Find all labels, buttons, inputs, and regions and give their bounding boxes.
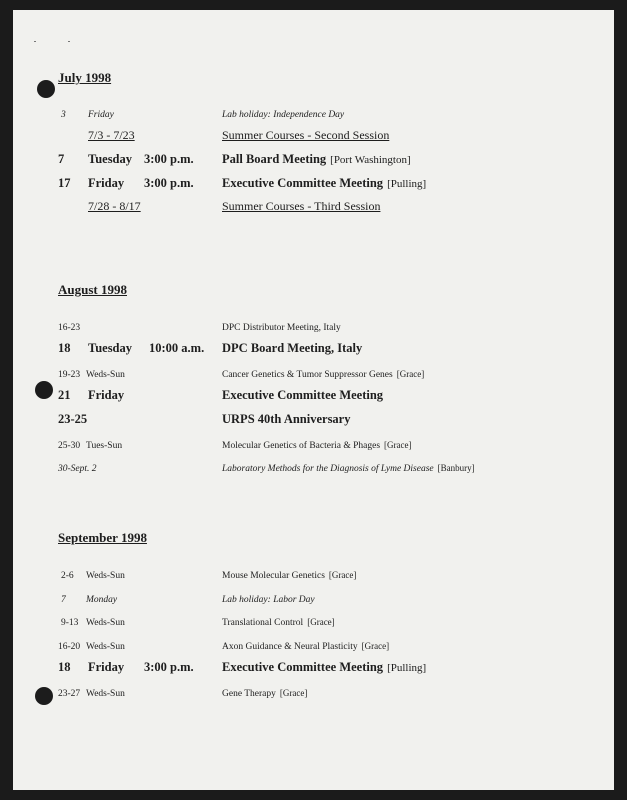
event-title: Pall Board Meeting: [222, 152, 327, 166]
event-time: 3:00 p.m.: [144, 176, 194, 190]
schedule-row: [13, 197, 614, 217]
event-title-group: [222, 152, 411, 167]
event-location: [Grace]: [384, 440, 412, 450]
event-title: Axon Guidance & Neural Plasticity: [222, 642, 358, 652]
event-weekday: Weds-Sun: [86, 370, 125, 380]
schedule-row: [13, 363, 614, 383]
event-weekday: Friday: [88, 110, 114, 120]
event-day: 23-27: [58, 689, 81, 699]
schedule-row: [13, 386, 614, 406]
event-time: 10:00 a.m.: [149, 341, 205, 355]
event-weekday: Weds-Sun: [86, 571, 125, 581]
month-heading-july: July 1998: [58, 70, 112, 85]
event-day: 16-20: [58, 642, 81, 652]
event-title: Translational Control: [222, 618, 304, 628]
month-heading-september: September 1998: [58, 530, 147, 545]
schedule-row: [13, 588, 614, 608]
event-weekday: Weds-Sun: [86, 689, 125, 699]
event-day: 30-Sept. 2: [58, 464, 97, 474]
schedule-row: [13, 564, 614, 584]
schedule-row: [13, 410, 614, 430]
event-location: [Grace]: [328, 570, 357, 580]
event-weekday: Tuesday: [88, 152, 133, 166]
punch-hole-top: [37, 80, 55, 98]
event-day: 18: [58, 660, 71, 674]
event-day: 18: [58, 341, 71, 355]
event-title: Mouse Molecular Genetics: [222, 571, 325, 581]
event-location: [Grace]: [361, 641, 390, 651]
event-title: DPC Distributor Meeting, Italy: [222, 323, 341, 333]
paper-speck: [68, 41, 70, 42]
event-title-group: [222, 176, 426, 191]
event-day: 7: [61, 595, 66, 605]
event-time: 3:00 p.m.: [144, 660, 194, 674]
event-title: Molecular Genetics of Bacteria & Phages: [222, 441, 381, 451]
event-day: 21: [58, 388, 71, 402]
month-heading-august: August 1998: [58, 282, 127, 297]
event-location: [Pulling]: [387, 662, 427, 674]
event-date-range: 7/28 - 8/17: [88, 199, 141, 213]
event-day: 16-23: [58, 323, 81, 333]
event-weekday: Tuesday: [88, 341, 133, 355]
schedule-row: [13, 658, 614, 678]
event-title-group: [222, 660, 426, 675]
event-title-group: [222, 440, 412, 451]
event-title: Executive Committee Meeting: [222, 388, 384, 402]
event-day: 17: [58, 176, 71, 190]
schedule-row: [13, 682, 614, 702]
event-title: Gene Therapy: [222, 689, 276, 699]
event-title-group: [222, 570, 356, 581]
event-weekday: Monday: [86, 595, 118, 605]
event-location: [Pulling]: [387, 178, 427, 190]
schedule-row: [13, 457, 614, 477]
paper-speck: [34, 41, 36, 42]
event-title: Executive Committee Meeting: [222, 176, 384, 190]
event-day: 23-25: [58, 412, 88, 426]
event-title: Laboratory Methods for the Diagnosis of Lyme Disease: [222, 464, 434, 474]
event-title: DPC Board Meeting, Italy: [222, 341, 363, 355]
event-location: [Grace]: [307, 617, 335, 627]
schedule-row: [13, 316, 614, 336]
schedule-row: [13, 126, 614, 146]
event-title: Executive Committee Meeting: [222, 660, 384, 674]
event-title-group: [222, 369, 424, 380]
event-weekday: Weds-Sun: [86, 618, 125, 628]
event-weekday: Tues-Sun: [86, 441, 123, 451]
event-title: Summer Courses - Third Session: [222, 199, 381, 213]
event-title: URPS 40th Anniversary: [222, 412, 351, 426]
document-page: [13, 10, 614, 790]
event-weekday: Weds-Sun: [86, 642, 125, 652]
event-time: 3:00 p.m.: [144, 152, 194, 166]
event-date-range: 7/3 - 7/23: [88, 128, 135, 142]
event-location: [Grace]: [396, 369, 425, 379]
event-day: 3: [61, 110, 66, 120]
event-title-group: [222, 463, 475, 474]
schedule-row: [13, 339, 614, 359]
event-title: Lab holiday: Independence Day: [222, 110, 345, 120]
event-location: [Banbury]: [437, 463, 475, 473]
schedule-row: [13, 174, 614, 194]
event-location: [Port Washington]: [330, 154, 411, 166]
schedule-row: [13, 635, 614, 655]
event-day: 25-30: [58, 441, 81, 451]
event-day: 9-13: [61, 618, 79, 628]
schedule-row: [13, 150, 614, 170]
event-title: Summer Courses - Second Session: [222, 128, 390, 142]
event-title: Lab holiday: Labor Day: [222, 595, 315, 605]
event-location: [Grace]: [279, 688, 308, 698]
schedule-row: [13, 434, 614, 454]
event-day: 19-23: [58, 370, 81, 380]
event-title-group: [222, 617, 335, 628]
event-day: 7: [58, 152, 65, 166]
schedule-row: [13, 103, 614, 123]
event-day: 2-6: [61, 571, 74, 581]
event-title-group: [222, 641, 389, 652]
schedule-row: [13, 611, 614, 631]
event-weekday: Friday: [88, 660, 125, 674]
event-weekday: Friday: [88, 388, 125, 402]
event-title: Cancer Genetics & Tumor Suppressor Genes: [222, 370, 393, 380]
event-title-group: [222, 688, 307, 699]
event-weekday: Friday: [88, 176, 125, 190]
